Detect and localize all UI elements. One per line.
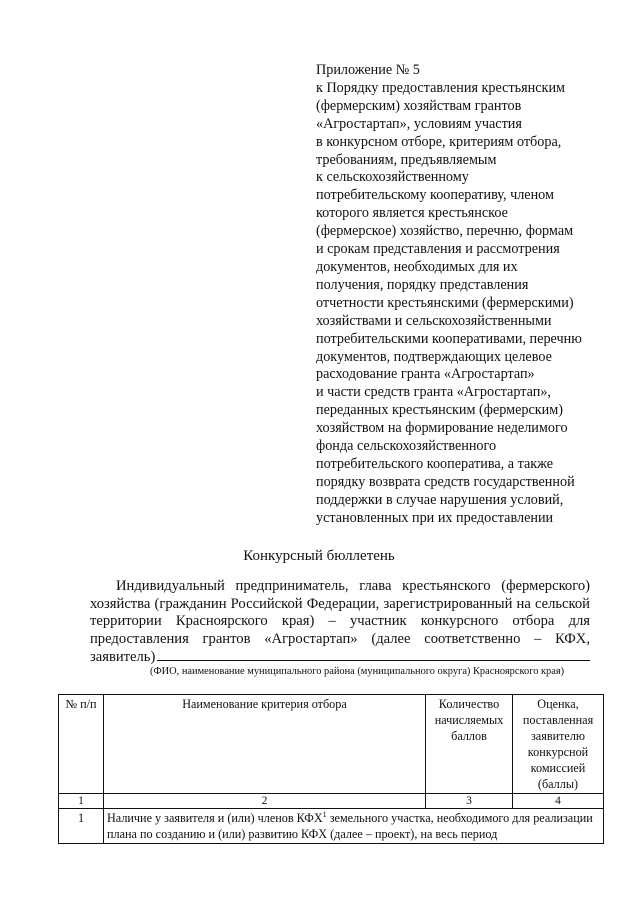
document-title: Конкурсный бюллетень (243, 548, 395, 564)
header-num: № п/п (59, 695, 104, 794)
appendix-header (316, 62, 616, 528)
appendix-line: (фермерским) хозяйствам грантов (316, 97, 522, 114)
intro-line: хозяйства (гражданин Российской Федерации, зарегистрированный на сельской (90, 595, 590, 612)
appendix-line: порядку возврата средств государственной (316, 473, 575, 490)
criterion-text: земельного участка, необходимого для реализации плана по созданию и (или) развитию КФХ (далее – проект), на весь период (107, 811, 593, 841)
appendix-line: фонда сельскохозяйственного (316, 438, 497, 455)
row-num: 1 (59, 809, 104, 844)
appendix-line: потребительскими кооперативами, перечню (316, 330, 582, 347)
appendix-line: переданных крестьянским (фермерским) (316, 402, 563, 419)
appendix-line: поддержки в случае нарушения условий, (316, 491, 564, 508)
appendix-line: хозяйством на формирование неделимого (316, 420, 568, 437)
appendix-line: к сельскохозяйственному (316, 169, 469, 186)
appendix-line: Приложение № 5 (316, 62, 420, 78)
appendix-line: (фермерское) хозяйство, перечню, формам (316, 223, 574, 240)
column-number: 4 (513, 794, 604, 809)
criteria-table (58, 694, 604, 844)
criterion-text: Наличие у заявителя и (или) членов КФХ (107, 811, 323, 825)
appendix-line: установленных при их предоставлении (316, 509, 554, 526)
appendix-line: и части средств гранта «Агростартап», (316, 384, 551, 401)
appendix-line: которого является крестьянское (316, 205, 508, 222)
table-header-row (59, 695, 604, 794)
intro-line: предоставления грантов «Агростартап» (далее соответственно – КФХ, (90, 630, 590, 647)
intro-line: территории Красноярского края) – участник конкурсного отбора для (90, 613, 590, 630)
row-criterion-name (104, 809, 604, 844)
appendix-line: «Агростартап», условиям участия (316, 115, 522, 132)
column-number: 2 (104, 794, 426, 809)
appendix-line: отчетности крестьянскими (фермерскими) (316, 294, 574, 311)
column-number: 3 (426, 794, 513, 809)
appendix-line: к Порядку предоставления крестьянским (316, 79, 566, 96)
applicant-fill-line (157, 648, 590, 661)
footnote-mark: 1 (322, 809, 327, 819)
header-score: Оценка, поставленная заявителю конкурсной комиссией (баллы) (513, 695, 604, 794)
column-number: 1 (59, 794, 104, 809)
intro-line: заявитель) (90, 649, 156, 666)
appendix-line: расходование гранта «Агростартап» (316, 366, 535, 383)
appendix-line: в конкурсном отборе, критериям отбора, (316, 133, 562, 150)
appendix-line: документов, подтверждающих целевое (316, 348, 552, 365)
intro-paragraph (90, 578, 590, 667)
intro-line: Индивидуальный предприниматель, глава крестьянского (фермерского) (116, 578, 590, 594)
appendix-line: получения, порядку представления (316, 276, 529, 293)
column-number-row (59, 794, 604, 809)
appendix-line: и срокам представления и рассмотрения (316, 241, 560, 258)
fill-line-caption: (ФИО, наименование муниципального района (муниципального округа) Красноярского края) (150, 666, 565, 677)
appendix-line: потребительскому кооперативу, членом (316, 187, 554, 204)
header-criterion-name: Наименование критерия отбора (104, 695, 426, 794)
appendix-line: потребительского кооператива, а также (316, 455, 554, 472)
appendix-line: хозяйствами и сельскохозяйственными (316, 312, 552, 329)
header-points: Количество начисляемых баллов (426, 695, 513, 794)
appendix-line: требованиям, предъявляемым (316, 151, 497, 168)
table-row (59, 809, 604, 844)
appendix-line: документов, необходимых для их (316, 258, 518, 275)
intro-last-line (90, 648, 590, 667)
